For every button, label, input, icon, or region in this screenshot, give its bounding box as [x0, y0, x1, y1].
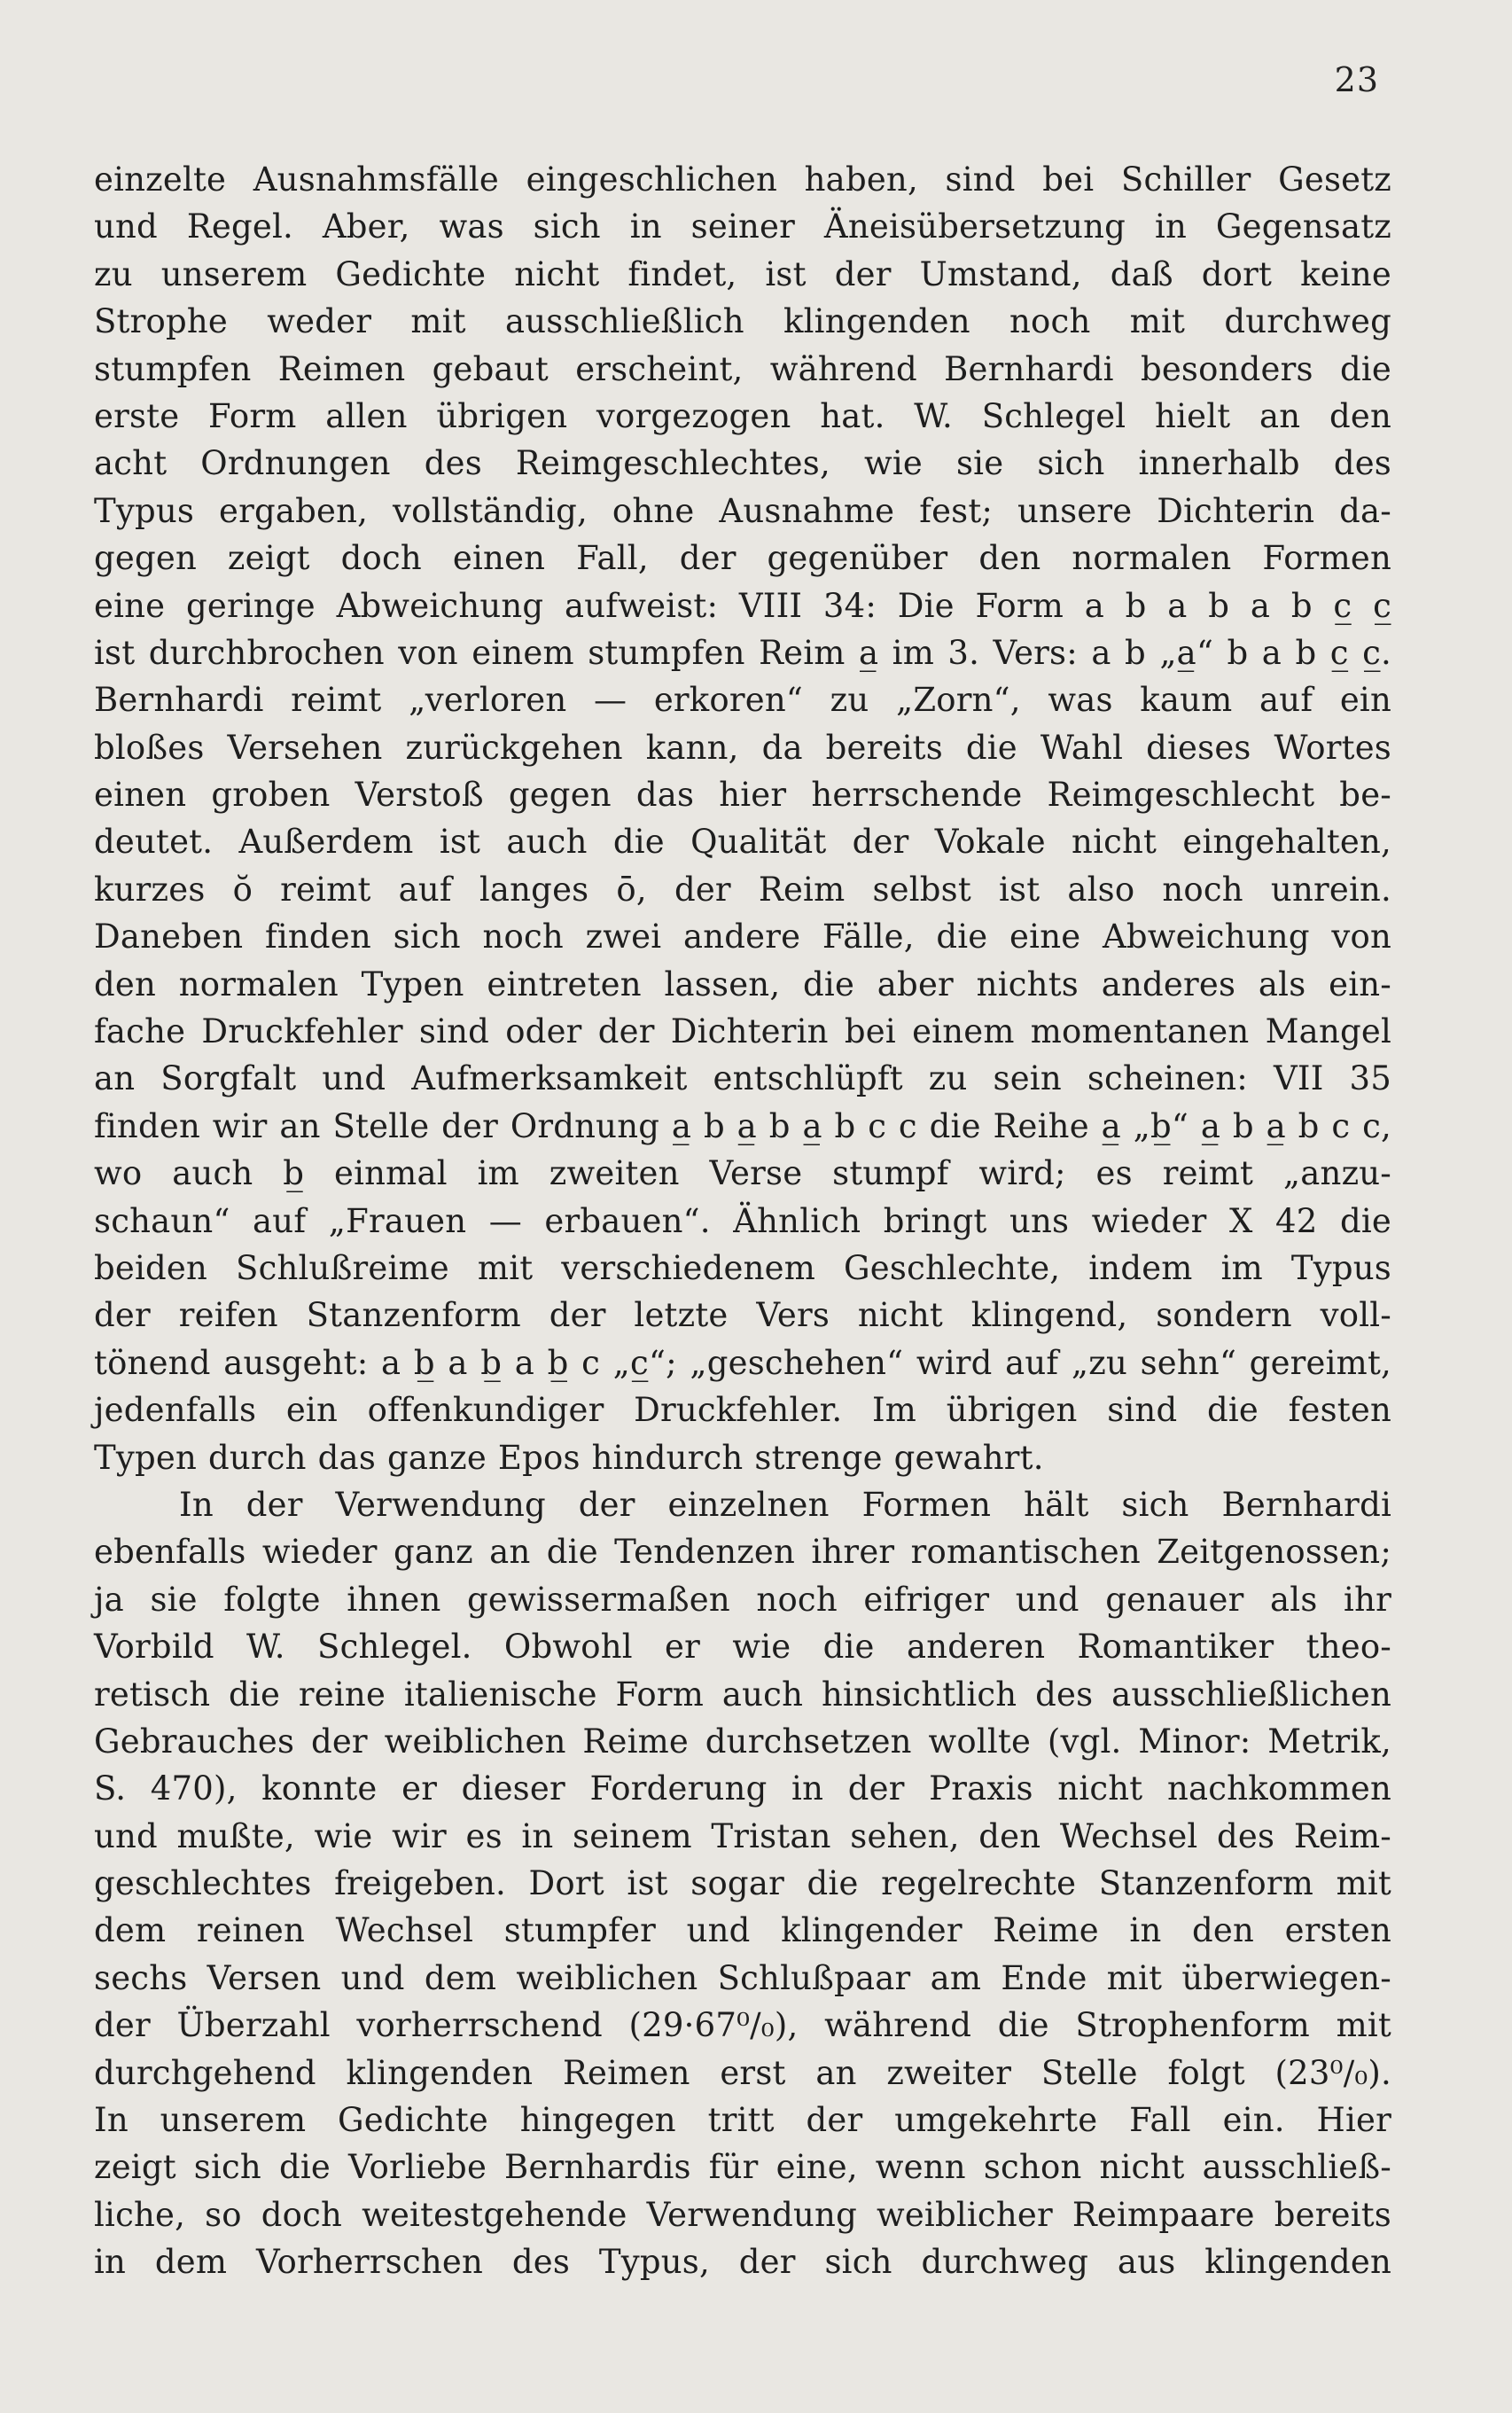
text-line: in dem Vorherrschen des Typus, der sich durchweg aus klingenden: [94, 2243, 1391, 2282]
text-line: deutet. Außerdem ist auch die Qualität der Vokale nicht eingehalten,: [94, 823, 1391, 862]
text-line: S. 470), konnte er dieser Forderung in der Praxis nicht nachkommen: [94, 1769, 1391, 1808]
text-line: und Regel. Aber, was sich in seiner Äneisübersetzung in Gegensatz: [94, 207, 1391, 246]
text-line: den normalen Typen eintreten lassen, die aber nichts anderes als ein-: [94, 964, 1391, 1003]
text-line: zu unserem Gedichte nicht findet, ist der Umstand, daß dort keine: [94, 254, 1391, 293]
text-line: geschlechtes freigeben. Dort ist sogar die regelrechte Stanzenform mit: [94, 1864, 1391, 1903]
text-line: acht Ordnungen des Reimgeschlechtes, wie sie sich innerhalb des: [94, 444, 1391, 483]
text-line: Vorbild W. Schlegel. Obwohl er wie die anderen Romantiker theo-: [94, 1628, 1391, 1667]
text-line: an Sorgfalt und Aufmerksamkeit entschlüpft zu sein scheinen: VII 35: [94, 1059, 1391, 1098]
text-line: In unserem Gedichte hingegen tritt der umgekehrte Fall ein. Hier: [94, 2101, 1391, 2140]
body-text: [94, 156, 1391, 2286]
text-line: ist durchbrochen von einem stumpfen Reim a̲ im 3. Vers: a b „a̲“ b a b c̲ c̲.: [94, 633, 1391, 672]
text-line: finden wir an Stelle der Ordnung a̲ b a̲ b a̲ b c c die Reihe a̲ „b̲“ a̲ b a̲ b c c,: [94, 1106, 1391, 1145]
text-line: einzelte Ausnahmsfälle eingeschlichen haben, sind bei Schiller Gesetz: [94, 160, 1391, 199]
text-line: Typen durch das ganze Epos hindurch strenge gewahrt.: [94, 1438, 1044, 1477]
text-line: beiden Schlußreime mit verschiedenem Geschlechte, indem im Typus: [94, 1248, 1391, 1287]
text-line: Typus ergaben, vollständig, ohne Ausnahme fest; unsere Dichterin da-: [94, 491, 1391, 530]
text-line: der Überzahl vorherrschend (29·67⁰/₀), während die Strophenform mit: [94, 2006, 1391, 2045]
text-line: Bernhardi reimt „verloren — erkoren“ zu „Zorn“, was kaum auf ein: [94, 681, 1391, 720]
text-line: sechs Versen und dem weiblichen Schlußpaar am Ende mit überwiegen-: [94, 1958, 1391, 1997]
text-line: durchgehend klingenden Reimen erst an zweiter Stelle folgt (23⁰/₀).: [94, 2053, 1391, 2092]
text-line: fache Druckfehler sind oder der Dichterin bei einem momentanen Mangel: [94, 1012, 1391, 1051]
text-line: stumpfen Reimen gebaut erscheint, während Bernhardi besonders die: [94, 349, 1391, 388]
text-line: einen groben Verstoß gegen das hier herrschende Reimgeschlecht be-: [94, 776, 1391, 815]
text-line: wo auch b̲ einmal im zweiten Verse stumpf wird; es reimt „anzu-: [94, 1154, 1391, 1193]
paragraph-1: [94, 156, 1391, 1481]
text-line: ebenfalls wieder ganz an die Tendenzen ihrer romantischen Zeitgenossen;: [94, 1533, 1391, 1572]
text-line: erste Form allen übrigen vorgezogen hat. W. Schlegel hielt an den: [94, 396, 1391, 435]
text-line: und mußte, wie wir es in seinem Tristan sehen, den Wechsel des Reim-: [94, 1816, 1391, 1855]
text-line: bloßes Versehen zurückgehen kann, da bereits die Wahl dieses Wortes: [94, 728, 1391, 767]
text-line: ja sie folgte ihnen gewissermaßen noch eifriger und genauer als ihr: [94, 1580, 1391, 1619]
text-line: liche, so doch weitestgehende Verwendung weiblicher Reimpaare bereits: [94, 2195, 1391, 2234]
text-line: Strophe weder mit ausschließlich klingenden noch mit durchweg: [94, 302, 1391, 341]
text-line: In der Verwendung der einzelnen Formen hält sich Bernhardi: [179, 1485, 1391, 1524]
text-line: dem reinen Wechsel stumpfer und klingender Reime in den ersten: [94, 1911, 1391, 1950]
text-line: eine geringe Abweichung aufweist: VIII 34: Die Form a b a b a b c̲ c̲: [94, 586, 1391, 625]
text-line: tönend ausgeht: a b̲ a b̲ a b̲ c „c̲“; „geschehen“ wird auf „zu sehn“ gereimt,: [94, 1343, 1391, 1382]
paragraph-2: [94, 1481, 1391, 2286]
text-line: Daneben finden sich noch zwei andere Fälle, die eine Abweichung von: [94, 918, 1391, 957]
text-line: zeigt sich die Vorliebe Bernhardis für eine, wenn schon nicht ausschließ-: [94, 2148, 1391, 2187]
text-line: Gebrauches der weiblichen Reime durchsetzen wollte (vgl. Minor: Metrik,: [94, 1722, 1391, 1761]
text-line: kurzes ŏ reimt auf langes ō, der Reim selbst ist also noch unrein.: [94, 870, 1391, 909]
text-line: gegen zeigt doch einen Fall, der gegenüber den normalen Formen: [94, 539, 1391, 578]
text-line: jedenfalls ein offenkundiger Druckfehler. Im übrigen sind die festen: [94, 1391, 1391, 1430]
text-line: schaun“ auf „Frauen — erbauen“. Ähnlich bringt uns wieder X 42 die: [94, 1201, 1391, 1240]
text-line: retisch die reine italienische Form auch hinsichtlich des ausschließlichen: [94, 1675, 1391, 1714]
text-line: der reifen Stanzenform der letzte Vers nicht klingend, sondern voll-: [94, 1296, 1391, 1335]
page-number: 23: [1334, 60, 1379, 99]
